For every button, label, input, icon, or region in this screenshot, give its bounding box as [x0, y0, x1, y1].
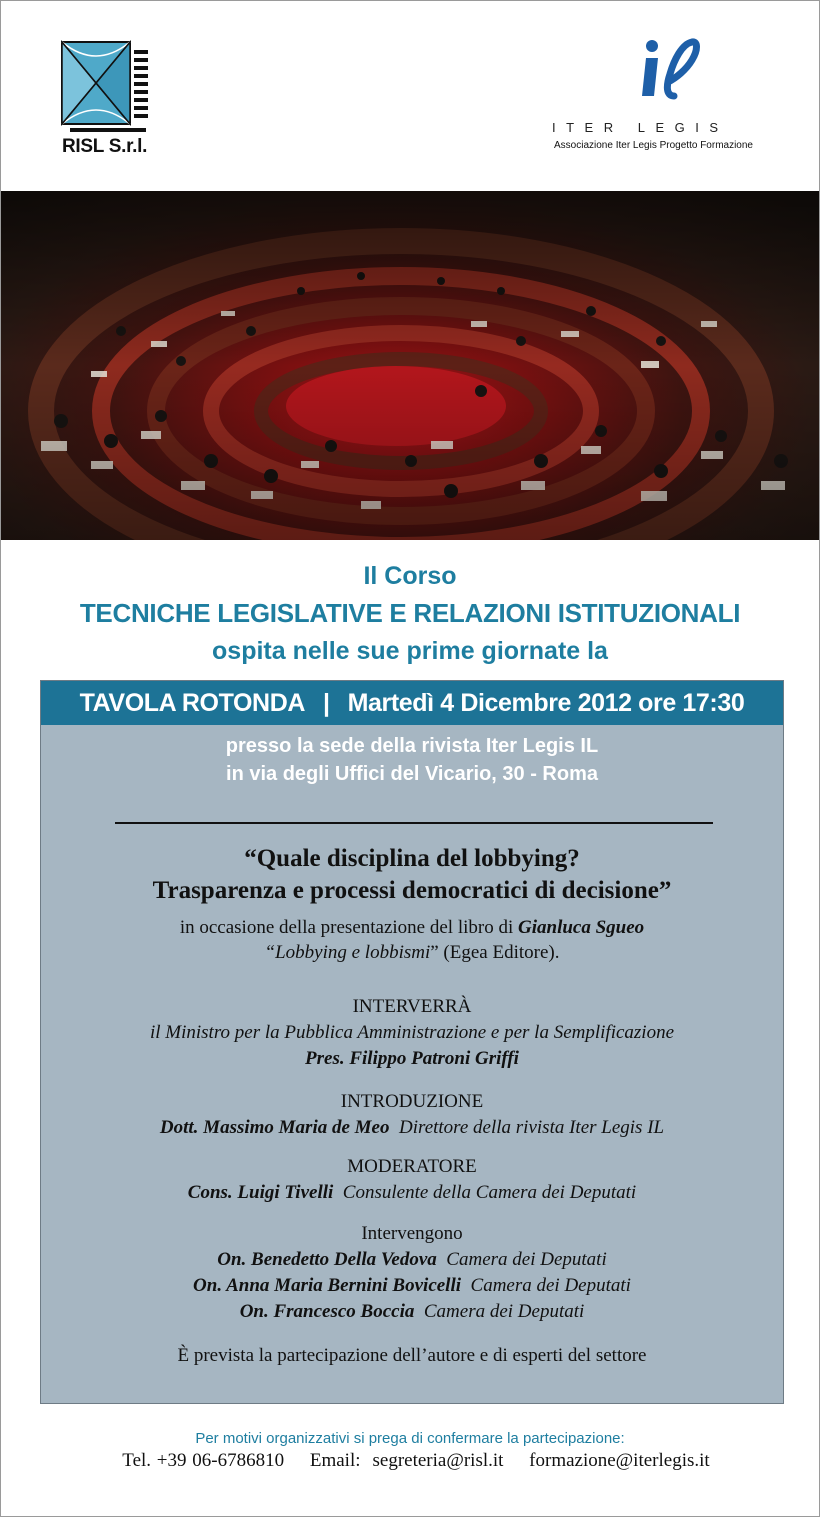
moderatore-name: Cons. Luigi Tivelli — [187, 1182, 334, 1203]
book-title: “Lobbying e lobbismi — [264, 942, 431, 963]
speaker-row — [41, 1301, 783, 1323]
intro-line — [41, 1117, 783, 1139]
banner-event: TAVOLA ROTONDA — [79, 688, 306, 717]
closing-note: È prevista la partecipazione dell’autore e di esperti del settore — [177, 1345, 647, 1366]
book-author: Gianluca Sgueo — [518, 917, 645, 938]
phone-number: Tel. +39 06-6786810 — [122, 1450, 285, 1471]
headline-course: Il Corso — [363, 562, 457, 590]
parliament-chamber-photo — [1, 191, 819, 540]
venue-line-2: in via degli Uffici del Vicario, 30 - Roma — [226, 763, 598, 785]
email-segreteria-link[interactable]: segreteria@risl.it — [372, 1450, 504, 1471]
speaker-role: Camera dei Deputati — [446, 1249, 607, 1270]
banner-datetime: Martedì 4 Dicembre 2012 ore 17:30 — [347, 688, 745, 717]
speaker-name: On. Anna Maria Bernini Bovicelli — [193, 1275, 462, 1296]
book-occasion — [41, 917, 783, 939]
divider — [115, 822, 713, 824]
book-publisher: ” (Egea Editore). — [430, 942, 560, 963]
moderatore-role: Consulente della Camera dei Deputati — [342, 1182, 637, 1203]
speakers-label: Intervengono — [361, 1223, 463, 1244]
contact-line — [0, 1450, 820, 1472]
venue-line-1: presso la sede della rivista Iter Legis IL — [225, 735, 599, 757]
speaker-role: Camera dei Deputati — [423, 1301, 585, 1322]
event-panel — [40, 680, 784, 1404]
speaker-name: On. Francesco Boccia — [239, 1301, 415, 1322]
speaker-row — [41, 1275, 783, 1297]
interverra-label: INTERVERRÀ — [352, 996, 472, 1017]
moderatore-label: MODERATORE — [347, 1156, 477, 1177]
speaker-role: Camera dei Deputati — [470, 1275, 631, 1296]
moderatore-line — [41, 1182, 783, 1204]
iter-legis-logo-icon — [640, 38, 700, 102]
email-formazione-link[interactable]: formazione@iterlegis.it — [529, 1450, 710, 1471]
book-info — [41, 942, 783, 964]
interverra-name: Pres. Filippo Patroni Griffi — [305, 1048, 519, 1069]
banner-separator: | — [323, 688, 330, 717]
speaker-name: On. Benedetto Della Vedova — [217, 1249, 437, 1270]
occasion-prefix: in occasione della presentazione del libro di — [179, 917, 514, 938]
headline-course-title: TECNICHE LEGISLATIVE E RELAZIONI ISTITUZIONALI — [79, 598, 741, 628]
event-banner — [41, 681, 783, 725]
intro-name: Dott. Massimo Maria de Meo — [159, 1117, 390, 1138]
iter-legis-subtitle: Associazione Iter Legis Progetto Formazione — [554, 140, 753, 151]
risl-logo-name: RISL S.r.l. — [62, 136, 148, 157]
intro-role: Direttore della rivista Iter Legis IL — [399, 1117, 665, 1138]
interverra-role: il Ministro per la Pubblica Amministrazione e per la Semplificazione — [149, 1022, 675, 1043]
headline-intro: ospita nelle sue prime giornate la — [212, 637, 608, 665]
topic-title-line-2: Trasparenza e processi democratici di decisione” — [152, 877, 672, 904]
intro-label: INTRODUZIONE — [340, 1091, 484, 1112]
email-label: Email: — [309, 1450, 361, 1471]
speaker-row — [41, 1249, 783, 1271]
topic-title-line-1: “Quale disciplina del lobbying? — [244, 845, 580, 872]
rsvp-notice: Per motivi organizzativi si prega di confermare la partecipazione: — [195, 1430, 625, 1447]
iter-legis-title: ITER LEGIS — [552, 120, 729, 135]
